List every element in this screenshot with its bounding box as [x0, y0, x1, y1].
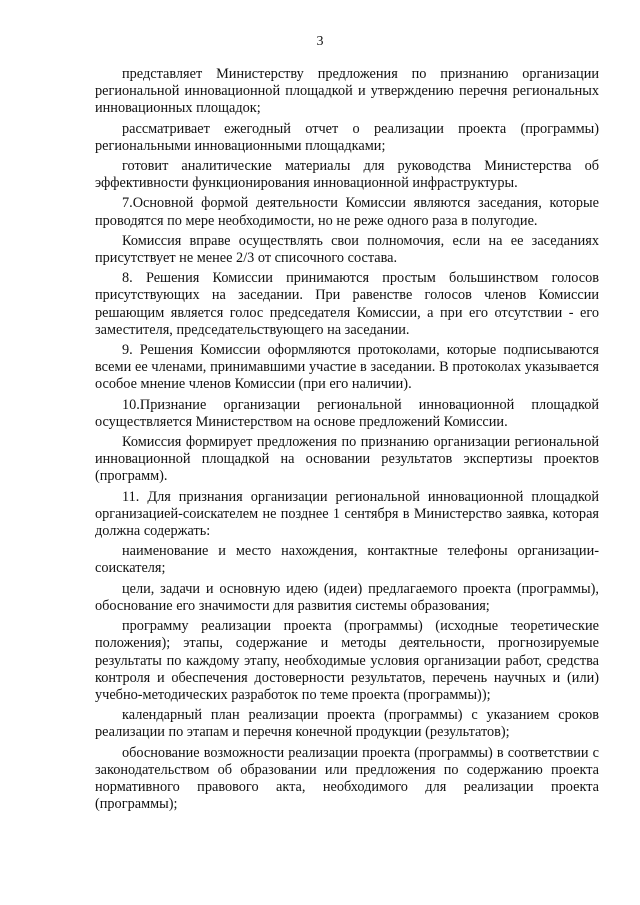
paragraph: представляет Министерству предложения по признанию организации региональной инновационной площадкой и утверждению перечня региональных инновационных площадок;	[95, 66, 599, 117]
paragraph: Комиссия вправе осуществлять свои полномочия, если на ее заседаниях присутствует не менее 2/3 от списочного состава.	[95, 232, 599, 267]
document-body	[95, 66, 599, 816]
paragraph: календарный план реализации проекта (программы) с указанием сроков реализации по этапам и перечня конечной продукции (результатов);	[95, 707, 599, 741]
paragraph: 7.Основной формой деятельности Комиссии являются заседания, которые проводятся по мере необходимости, но не реже одного раза в полугодие.	[95, 195, 599, 229]
page-number: 3	[316, 34, 324, 49]
paragraph: 9. Решения Комиссии оформляются протоколами, которые подписываются всеми ее членами, принимавшими участие в заседании. В протоколах указывается особое мнение членов Комиссии (при его наличии).	[95, 342, 599, 393]
paragraph: цели, задачи и основную идею (идеи) предлагаемого проекта (программы), обоснование его значимости для развития системы образования;	[95, 580, 599, 614]
paragraph: 10.Признание организации региональной инновационной площадкой осуществляется Министерством на основе предложений Комиссии.	[95, 396, 599, 430]
paragraph: готовит аналитические материалы для руководства Министерства об эффективности функционирования инновационной инфраструктуры.	[95, 158, 599, 192]
paragraph: Комиссия формирует предложения по признанию организации региональной инновационной площадкой на основании результатов экспертизы проектов (программ).	[95, 434, 599, 485]
paragraph: 11. Для признания организации региональной инновационной площадкой организацией-соискателем не позднее 1 сентября в Министерство заявка, которая должна содержать:	[95, 488, 599, 540]
paragraph: обоснование возможности реализации проекта (программы) в соответствии с законодательством об образовании или предложения по содержанию проекта нормативного правового акта, необходимого для реализации проекта (программы);	[95, 744, 599, 813]
paragraph: наименование и место нахождения, контактные телефоны организации-соискателя;	[95, 543, 599, 577]
paragraph: программу реализации проекта (программы) (исходные теоретические положения); этапы, содержание и методы деятельности, прогнозируемые результаты по каждому этапу, необходимые условия организации работ, средства контроля и обеспечения достоверности результатов, перечень научных и (или) учебно-методических разработок по теме проекта (программы));	[95, 618, 599, 703]
paragraph: рассматривает ежегодный отчет о реализации проекта (программы) региональными инновационными площадками;	[95, 120, 599, 154]
paragraph: 8. Решения Комиссии принимаются простым большинством голосов присутствующих на заседании. При равенстве голосов членов Комиссии решающим является голос председателя Комиссии, а при его отсутствии - его заместителя, председательствующего на заседании.	[95, 270, 599, 338]
